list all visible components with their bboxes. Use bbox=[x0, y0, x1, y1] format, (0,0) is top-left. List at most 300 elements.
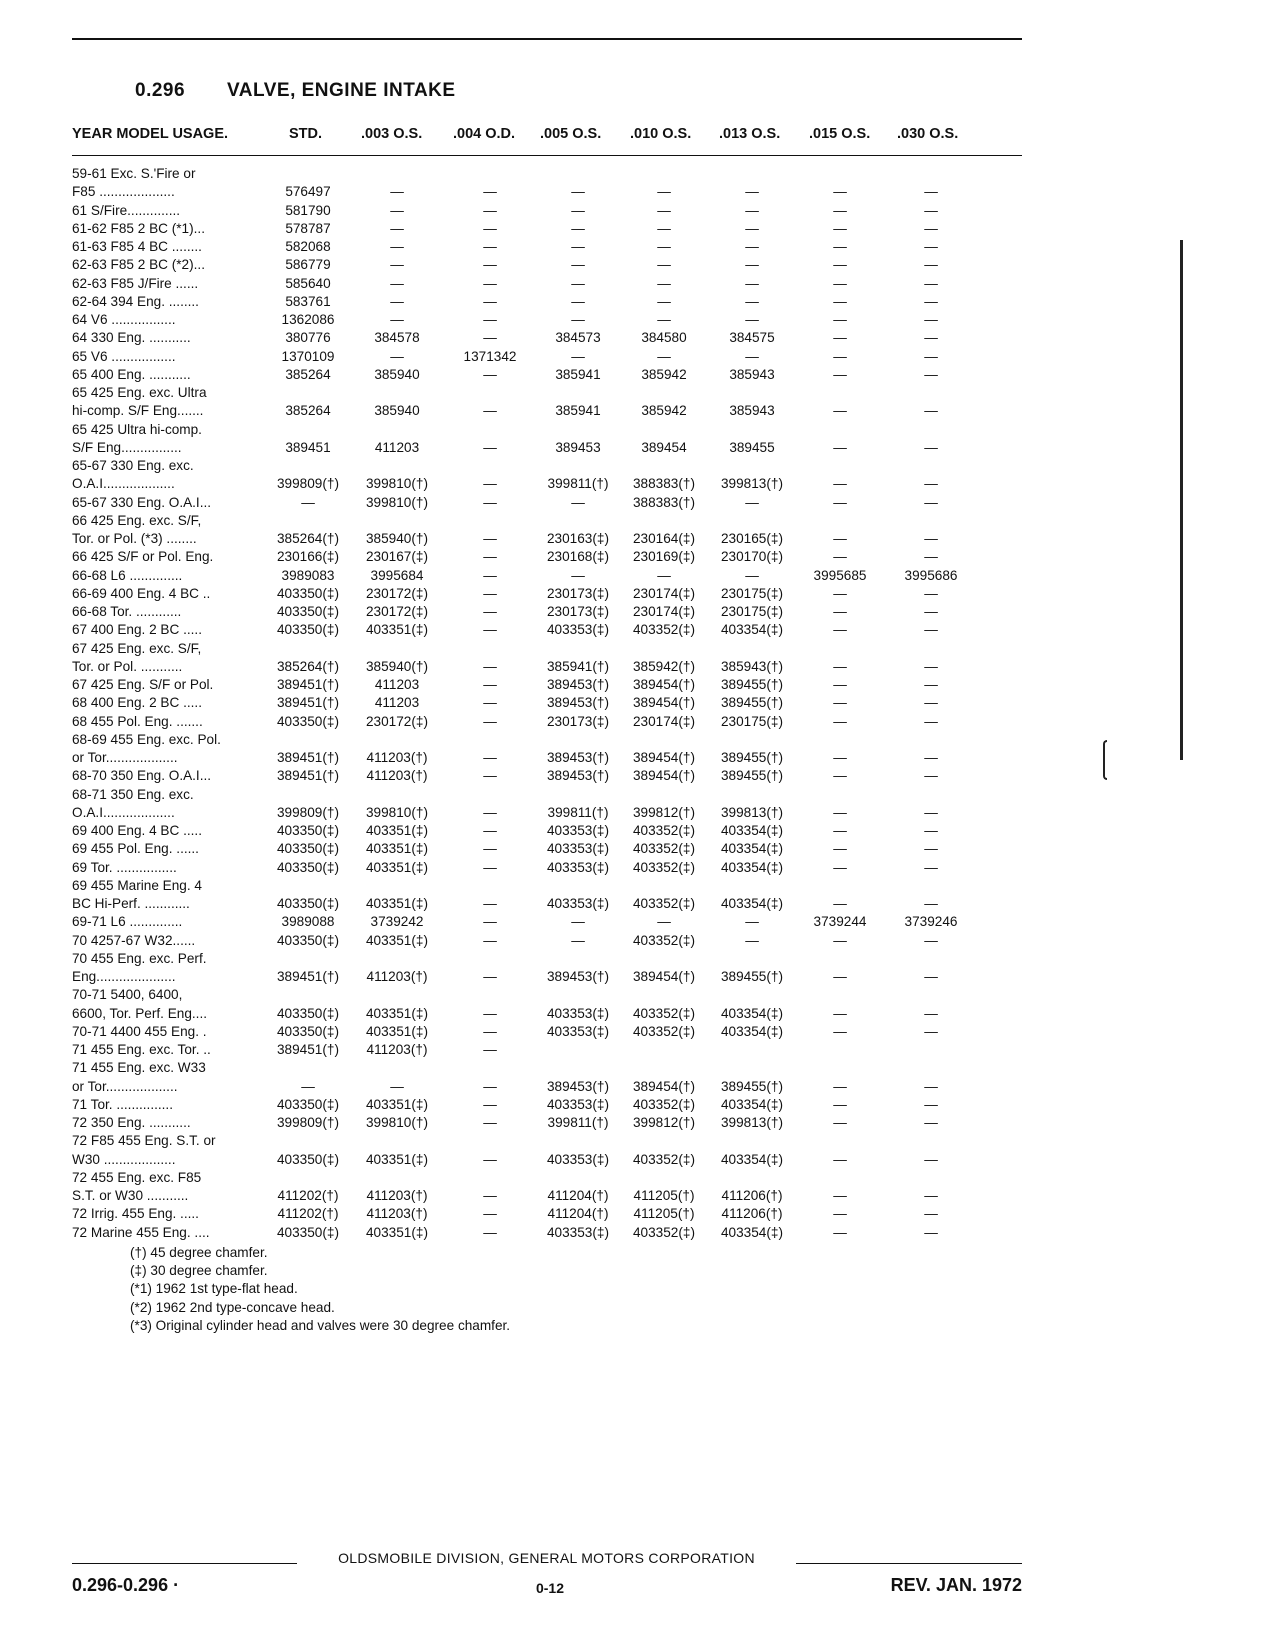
cell-usage: 66-68 L6 .............. bbox=[72, 567, 183, 583]
cell-os-030: — bbox=[924, 695, 938, 711]
cell-os-015: — bbox=[833, 1224, 847, 1240]
cell-os-015: — bbox=[833, 804, 847, 820]
cell-os-005: 389453(†) bbox=[547, 695, 609, 711]
header-rule bbox=[72, 155, 1022, 156]
cell-usage: 66-68 Tor. ............ bbox=[72, 604, 182, 619]
cell-usage: 72 F85 455 Eng. S.T. or bbox=[72, 1133, 216, 1149]
cell-os-015: — bbox=[833, 293, 847, 309]
cell-std: 403350(‡) bbox=[277, 1096, 339, 1112]
cell-od-004: — bbox=[483, 1115, 497, 1130]
cell-os-003: — bbox=[390, 1078, 404, 1094]
cell-os-013: 385943 bbox=[729, 366, 775, 382]
cell-os-030: — bbox=[924, 750, 938, 765]
cell-od-004: — bbox=[483, 366, 497, 382]
cell-os-013: — bbox=[745, 567, 759, 583]
cell-os-010: 389454(†) bbox=[633, 768, 695, 784]
cell-os-010: 385942 bbox=[641, 366, 687, 382]
cell-usage: 65-67 330 Eng. O.A.I... bbox=[72, 494, 212, 510]
cell-std: 403350(‡) bbox=[277, 896, 339, 911]
table-row bbox=[0, 640, 1263, 658]
cell-usage: 61-63 F85 4 BC ........ bbox=[72, 239, 202, 254]
header-030: .030 O.S. bbox=[897, 126, 959, 142]
cell-os-030: — bbox=[924, 348, 938, 364]
cell-os-010: — bbox=[657, 202, 671, 218]
cell-os-003: — bbox=[390, 348, 404, 364]
cell-os-030: — bbox=[924, 366, 938, 382]
cell-usage: hi-comp. S/F Eng....... bbox=[72, 403, 204, 419]
cell-os-013: — bbox=[745, 257, 759, 273]
cell-std: 3989088 bbox=[281, 914, 335, 930]
cell-os-030: — bbox=[924, 549, 938, 565]
cell-os-003: 399810(†) bbox=[366, 476, 428, 492]
cell-usage: Tor. or Pol. (*3) ........ bbox=[72, 531, 197, 546]
cell-os-005: 385941 bbox=[555, 366, 601, 382]
table-body bbox=[0, 165, 1263, 1242]
cell-os-015: 3739244 bbox=[813, 914, 867, 930]
cell-os-015: — bbox=[833, 896, 847, 911]
cell-os-010: — bbox=[657, 567, 671, 583]
cell-os-013: 403354(‡) bbox=[721, 841, 783, 857]
cell-od-004: — bbox=[483, 658, 497, 674]
cell-os-030: — bbox=[924, 202, 938, 218]
cell-os-003: — bbox=[390, 275, 404, 291]
cell-os-010: — bbox=[657, 239, 671, 254]
cell-os-003: 385940 bbox=[374, 366, 420, 382]
table-row bbox=[0, 822, 1263, 840]
cell-os-030: — bbox=[924, 439, 938, 455]
header-std: STD. bbox=[289, 126, 323, 142]
header-usage: YEAR MODEL USAGE. bbox=[72, 126, 229, 142]
cell-os-003: 230172(‡) bbox=[366, 713, 428, 729]
cell-std: 385264 bbox=[285, 366, 331, 382]
cell-os-010: 389454 bbox=[641, 439, 687, 455]
cell-os-010: 385942(†) bbox=[633, 658, 695, 674]
cell-usage: 65 425 Ultra hi-comp. bbox=[72, 421, 202, 437]
cell-os-010: 403352(‡) bbox=[633, 859, 695, 875]
cell-os-005: — bbox=[571, 494, 585, 510]
cell-os-003: 230167(‡) bbox=[366, 549, 428, 565]
footer-rule-left bbox=[72, 1563, 297, 1564]
cell-os-030: — bbox=[924, 184, 938, 200]
cell-std: 403350(‡) bbox=[277, 585, 339, 601]
cell-od-004: — bbox=[483, 1042, 497, 1057]
cell-std: 380776 bbox=[285, 330, 331, 346]
cell-std: 389451(†) bbox=[277, 969, 339, 984]
cell-os-005: 403353(‡) bbox=[547, 859, 609, 875]
cell-os-030: — bbox=[924, 585, 938, 601]
cell-usage: 69 400 Eng. 4 BC ..... bbox=[72, 823, 202, 838]
table-row bbox=[0, 895, 1263, 913]
cell-od-004: — bbox=[483, 841, 497, 857]
cell-od-004: — bbox=[483, 1078, 497, 1094]
cell-os-015: — bbox=[833, 1115, 847, 1130]
table-row bbox=[0, 749, 1263, 767]
cell-os-015: — bbox=[833, 604, 847, 619]
cell-usage: 68-71 350 Eng. exc. bbox=[72, 786, 194, 802]
cell-os-003: — bbox=[390, 239, 404, 254]
cell-os-005: 403353(‡) bbox=[547, 1096, 609, 1112]
cell-os-013: 384575 bbox=[729, 330, 775, 346]
cell-os-003: 403351(‡) bbox=[366, 622, 428, 638]
cell-os-015: — bbox=[833, 969, 847, 984]
cell-od-004: — bbox=[483, 823, 497, 838]
cell-os-013: — bbox=[745, 220, 759, 236]
footer-revision: REV. JAN. 1972 bbox=[890, 1575, 1022, 1595]
cell-usage: 69 Tor. ................ bbox=[72, 859, 177, 875]
footnote: (†) 45 degree chamfer. bbox=[130, 1244, 268, 1260]
table-row bbox=[0, 421, 1263, 439]
cell-usage: 70 4257-67 W32...... bbox=[72, 932, 196, 948]
cell-os-010: 384580 bbox=[641, 330, 687, 346]
cell-os-005: 399811(†) bbox=[547, 804, 609, 820]
cell-usage: 68 400 Eng. 2 BC ..... bbox=[72, 695, 202, 711]
cell-os-010: 403352(‡) bbox=[633, 1023, 695, 1039]
cell-os-015: 3995685 bbox=[813, 567, 867, 583]
cell-os-013: 399813(†) bbox=[721, 476, 783, 492]
cell-os-005: — bbox=[571, 932, 585, 948]
cell-os-013: 403354(‡) bbox=[721, 1224, 783, 1240]
section-number: 0.296 bbox=[135, 80, 186, 101]
footer-page-number: 0-12 bbox=[535, 1580, 565, 1596]
cell-os-003: 411203(†) bbox=[366, 750, 428, 765]
table-row bbox=[0, 713, 1263, 731]
cell-os-005: 403353(‡) bbox=[547, 841, 609, 857]
cell-os-003: 403351(‡) bbox=[366, 1023, 428, 1039]
cell-usage: or Tor................... bbox=[72, 1078, 178, 1094]
cell-usage: Tor. or Pol. ........... bbox=[72, 658, 183, 674]
table-row bbox=[0, 968, 1263, 986]
cell-std: 1362086 bbox=[281, 312, 335, 327]
cell-os-005: 403353(‡) bbox=[547, 1005, 609, 1021]
cell-usage: 67 425 Eng. S/F or Pol. bbox=[72, 677, 214, 692]
cell-os-003: 3739242 bbox=[370, 914, 424, 930]
table-row bbox=[0, 548, 1263, 566]
cell-os-003: 403351(‡) bbox=[366, 1005, 428, 1021]
table-row bbox=[0, 275, 1263, 293]
cell-os-015: — bbox=[833, 476, 847, 492]
cell-os-005: — bbox=[571, 184, 585, 200]
table-row bbox=[0, 1041, 1263, 1059]
cell-os-005: 389453(†) bbox=[547, 1078, 609, 1094]
cell-std: 403350(‡) bbox=[277, 622, 339, 638]
cell-os-010: 388383(†) bbox=[633, 476, 695, 492]
table-row bbox=[0, 585, 1263, 603]
cell-os-005: 230168(‡) bbox=[547, 549, 609, 565]
cell-os-015: — bbox=[833, 932, 847, 948]
cell-os-010: 403352(‡) bbox=[633, 823, 695, 838]
cell-usage: 61-62 F85 2 BC (*1)... bbox=[72, 220, 205, 236]
table-row bbox=[0, 877, 1263, 895]
cell-od-004: — bbox=[483, 695, 497, 711]
cell-usage: O.A.I................... bbox=[72, 476, 175, 492]
cell-std: 389451 bbox=[285, 439, 331, 455]
cell-os-030: — bbox=[924, 622, 938, 638]
cell-os-003: 399810(†) bbox=[366, 804, 428, 820]
cell-os-015: — bbox=[833, 1096, 847, 1112]
cell-os-005: — bbox=[571, 220, 585, 236]
cell-os-013: — bbox=[745, 293, 759, 309]
cell-od-004: — bbox=[483, 531, 497, 546]
cell-od-004: — bbox=[483, 549, 497, 565]
cell-os-030: — bbox=[924, 677, 938, 692]
cell-usage: 64 330 Eng. ........... bbox=[72, 330, 191, 346]
cell-os-015: — bbox=[833, 439, 847, 455]
cell-os-005: 403353(‡) bbox=[547, 823, 609, 838]
cell-od-004: — bbox=[483, 239, 497, 254]
cell-os-030: — bbox=[924, 658, 938, 674]
cell-os-005: 230163(‡) bbox=[547, 531, 609, 546]
cell-os-015: — bbox=[833, 403, 847, 419]
cell-usage: 66 425 S/F or Pol. Eng. bbox=[72, 549, 214, 565]
cell-os-013: 403354(‡) bbox=[721, 622, 783, 638]
cell-os-030: — bbox=[924, 275, 938, 291]
cell-os-005: 411204(†) bbox=[547, 1206, 609, 1222]
cell-os-003: 399810(†) bbox=[366, 1115, 428, 1130]
cell-std: 403350(‡) bbox=[277, 1023, 339, 1039]
cell-os-003: 385940(†) bbox=[366, 658, 428, 674]
cell-os-013: 230175(‡) bbox=[721, 713, 783, 729]
cell-od-004: — bbox=[483, 567, 497, 583]
cell-os-013: 389455(†) bbox=[721, 768, 783, 784]
cell-usage: 61 S/Fire.............. bbox=[72, 202, 181, 218]
cell-od-004: — bbox=[483, 220, 497, 236]
cell-usage: W30 ................... bbox=[72, 1151, 176, 1167]
cell-usage: 67 425 Eng. exc. S/F, bbox=[72, 640, 202, 656]
footer-section-range: 0.296-0.296 · bbox=[72, 1575, 180, 1595]
cell-od-004: — bbox=[483, 622, 497, 638]
cell-os-003: 384578 bbox=[374, 330, 420, 346]
cell-usage: 69 455 Pol. Eng. ...... bbox=[72, 841, 199, 857]
cell-os-010: 385942 bbox=[641, 403, 687, 419]
cell-os-030: — bbox=[924, 768, 938, 784]
cell-usage: 71 455 Eng. exc. W33 bbox=[72, 1060, 206, 1076]
header-003: .003 O.S. bbox=[361, 126, 423, 142]
cell-os-015: — bbox=[833, 622, 847, 638]
cell-std: 403350(‡) bbox=[277, 823, 339, 838]
header-005: .005 O.S. bbox=[540, 126, 602, 142]
cell-os-013: 389455(†) bbox=[721, 969, 783, 984]
cell-od-004: — bbox=[483, 1206, 497, 1222]
cell-os-015: — bbox=[833, 366, 847, 382]
cell-usage: 70-71 4400 455 Eng. . bbox=[72, 1023, 207, 1039]
cell-os-005: — bbox=[571, 275, 585, 291]
cell-os-010: — bbox=[657, 348, 671, 364]
cell-os-010: 403352(‡) bbox=[633, 896, 695, 911]
cell-usage: 72 455 Eng. exc. F85 bbox=[72, 1169, 202, 1185]
header-010: .010 O.S. bbox=[630, 126, 692, 142]
cell-os-015: — bbox=[833, 1151, 847, 1167]
cell-os-013: 403354(‡) bbox=[721, 823, 783, 838]
cell-os-003: — bbox=[390, 184, 404, 200]
cell-os-010: — bbox=[657, 312, 671, 327]
table-row bbox=[0, 1023, 1263, 1041]
cell-os-013: — bbox=[745, 348, 759, 364]
cell-os-010: — bbox=[657, 293, 671, 309]
cell-std: 411202(†) bbox=[277, 1188, 339, 1203]
cell-os-015: — bbox=[833, 275, 847, 291]
table-row bbox=[0, 1169, 1263, 1187]
cell-os-015: — bbox=[833, 202, 847, 218]
cell-std: 389451(†) bbox=[277, 695, 339, 711]
cell-std: 389451(†) bbox=[277, 1042, 339, 1057]
cell-os-010: 389454(†) bbox=[633, 750, 695, 765]
cell-std: 403350(‡) bbox=[277, 713, 339, 729]
cell-os-015: — bbox=[833, 1005, 847, 1021]
cell-os-015: — bbox=[833, 750, 847, 765]
cell-os-010: 399812(†) bbox=[633, 804, 695, 820]
cell-os-030: — bbox=[924, 476, 938, 492]
table-row bbox=[0, 183, 1263, 201]
cell-usage: 64 V6 ................. bbox=[72, 312, 176, 327]
cell-os-005: 399811(†) bbox=[547, 1115, 609, 1130]
cell-std: 403350(‡) bbox=[277, 841, 339, 857]
table-row bbox=[0, 1005, 1263, 1023]
header-013: .013 O.S. bbox=[719, 126, 781, 142]
cell-os-003: 403351(‡) bbox=[366, 859, 428, 875]
cell-os-013: 399813(†) bbox=[721, 1115, 783, 1130]
cell-os-030: — bbox=[924, 220, 938, 236]
cell-os-003: 230172(‡) bbox=[366, 585, 428, 601]
cell-usage: 67 400 Eng. 2 BC ..... bbox=[72, 622, 202, 638]
cell-os-013: 411206(†) bbox=[721, 1206, 783, 1222]
cell-usage: 62-63 F85 J/Fire ...... bbox=[72, 275, 199, 291]
cell-std: 403350(‡) bbox=[277, 1151, 339, 1167]
cell-os-010: 403352(‡) bbox=[633, 932, 695, 948]
cell-os-030: — bbox=[924, 403, 938, 419]
cell-os-005: 399811(†) bbox=[547, 476, 609, 492]
cell-od-004: — bbox=[483, 1224, 497, 1240]
cell-os-010: — bbox=[657, 257, 671, 273]
table-row bbox=[0, 731, 1263, 749]
cell-usage: S.T. or W30 ........... bbox=[72, 1188, 189, 1203]
cell-os-010: 403352(‡) bbox=[633, 622, 695, 638]
table-row bbox=[0, 366, 1263, 384]
cell-os-015: — bbox=[833, 823, 847, 838]
cell-os-030: — bbox=[924, 1151, 938, 1167]
cell-os-015: — bbox=[833, 257, 847, 273]
cell-std: 582068 bbox=[285, 239, 331, 254]
cell-usage: 71 Tor. ............... bbox=[72, 1096, 173, 1112]
cell-os-005: 411204(†) bbox=[547, 1188, 609, 1203]
cell-os-003: 411203(†) bbox=[366, 969, 428, 984]
cell-os-013: 230165(‡) bbox=[721, 531, 783, 546]
cell-os-005: 385941 bbox=[555, 403, 601, 419]
table-row bbox=[0, 913, 1263, 931]
table-row bbox=[0, 1114, 1263, 1132]
table-row bbox=[0, 694, 1263, 712]
cell-std: 403350(‡) bbox=[277, 859, 339, 875]
cell-os-005: 389453(†) bbox=[547, 969, 609, 984]
footnote: (*3) Original cylinder head and valves were 30 degree chamfer. bbox=[130, 1317, 511, 1333]
cell-os-013: 399813(†) bbox=[721, 804, 783, 820]
cell-os-030: — bbox=[924, 257, 938, 273]
table-row bbox=[0, 494, 1263, 512]
top-rule bbox=[72, 38, 1022, 40]
cell-od-004: — bbox=[483, 403, 497, 419]
table-row bbox=[0, 1187, 1263, 1205]
cell-od-004: — bbox=[483, 859, 497, 875]
cell-os-003: 403351(‡) bbox=[366, 841, 428, 857]
table-row bbox=[0, 329, 1263, 347]
table-row bbox=[0, 384, 1263, 402]
cell-os-030: — bbox=[924, 531, 938, 546]
footnote: (*2) 1962 2nd type-concave head. bbox=[130, 1299, 335, 1315]
cell-os-005: 403353(‡) bbox=[547, 1224, 609, 1240]
cell-od-004: — bbox=[483, 585, 497, 601]
cell-os-010: 403352(‡) bbox=[633, 1151, 695, 1167]
cell-os-010: 230164(‡) bbox=[633, 531, 695, 546]
cell-os-013: 389455(†) bbox=[721, 1078, 783, 1094]
cell-od-004: — bbox=[483, 476, 497, 492]
section-title bbox=[135, 80, 456, 102]
cell-os-013: 385943(†) bbox=[721, 658, 783, 674]
cell-os-030: — bbox=[924, 1224, 938, 1240]
cell-os-003: 411203 bbox=[374, 695, 420, 711]
cell-std: 389451(†) bbox=[277, 677, 339, 692]
cell-usage: 68-69 455 Eng. exc. Pol. bbox=[72, 731, 221, 747]
cell-os-003: — bbox=[390, 312, 404, 327]
cell-os-005: 389453 bbox=[555, 439, 601, 455]
cell-os-030: — bbox=[924, 969, 938, 984]
cell-os-030: — bbox=[924, 1115, 938, 1130]
cell-od-004: — bbox=[483, 677, 497, 692]
cell-od-004: — bbox=[483, 202, 497, 218]
cell-os-013: 403354(‡) bbox=[721, 896, 783, 911]
cell-os-003: 403351(‡) bbox=[366, 1224, 428, 1240]
cell-usage: 6600, Tor. Perf. Eng.... bbox=[72, 1005, 208, 1021]
table-row bbox=[0, 1096, 1263, 1114]
cell-os-003: 403351(‡) bbox=[366, 1096, 428, 1112]
cell-os-003: 403351(‡) bbox=[366, 932, 428, 948]
cell-std: 403350(‡) bbox=[277, 604, 339, 619]
cell-os-005: 389453(†) bbox=[547, 768, 609, 784]
cell-os-013: — bbox=[745, 202, 759, 218]
cell-os-030: — bbox=[924, 841, 938, 857]
table-row bbox=[0, 238, 1263, 256]
cell-od-004: — bbox=[483, 768, 497, 784]
cell-os-010: 403352(‡) bbox=[633, 841, 695, 857]
cell-os-003: 411203(†) bbox=[366, 1206, 428, 1222]
table-row bbox=[0, 439, 1263, 457]
cell-usage: 59-61 Exc. S.'Fire or bbox=[72, 166, 196, 181]
cell-os-015: — bbox=[833, 1206, 847, 1222]
cell-usage: 69-71 L6 .............. bbox=[72, 914, 183, 930]
cell-os-015: — bbox=[833, 531, 847, 546]
table-row bbox=[0, 1205, 1263, 1223]
cell-os-030: — bbox=[924, 1023, 938, 1039]
cell-os-010: 411205(†) bbox=[633, 1188, 695, 1203]
cell-od-004: — bbox=[483, 804, 497, 820]
table-row bbox=[0, 1151, 1263, 1169]
cell-od-004: — bbox=[483, 896, 497, 911]
cell-os-013: — bbox=[745, 914, 759, 930]
cell-os-030: — bbox=[924, 494, 938, 510]
section-name: VALVE, ENGINE INTAKE bbox=[227, 80, 456, 101]
cell-os-005: — bbox=[571, 257, 585, 273]
cell-os-005: 403353(‡) bbox=[547, 622, 609, 638]
cell-os-005: 389453(†) bbox=[547, 677, 609, 692]
cell-os-015: — bbox=[833, 1023, 847, 1039]
header-015: .015 O.S. bbox=[809, 126, 871, 142]
cell-os-015: — bbox=[833, 184, 847, 200]
cell-os-015: — bbox=[833, 841, 847, 857]
cell-od-004: — bbox=[483, 713, 497, 729]
cell-os-015: — bbox=[833, 312, 847, 327]
cell-os-003: 411203(†) bbox=[366, 1042, 428, 1057]
cell-os-013: 403354(‡) bbox=[721, 1023, 783, 1039]
cell-os-005: — bbox=[571, 202, 585, 218]
cell-os-010: — bbox=[657, 275, 671, 291]
